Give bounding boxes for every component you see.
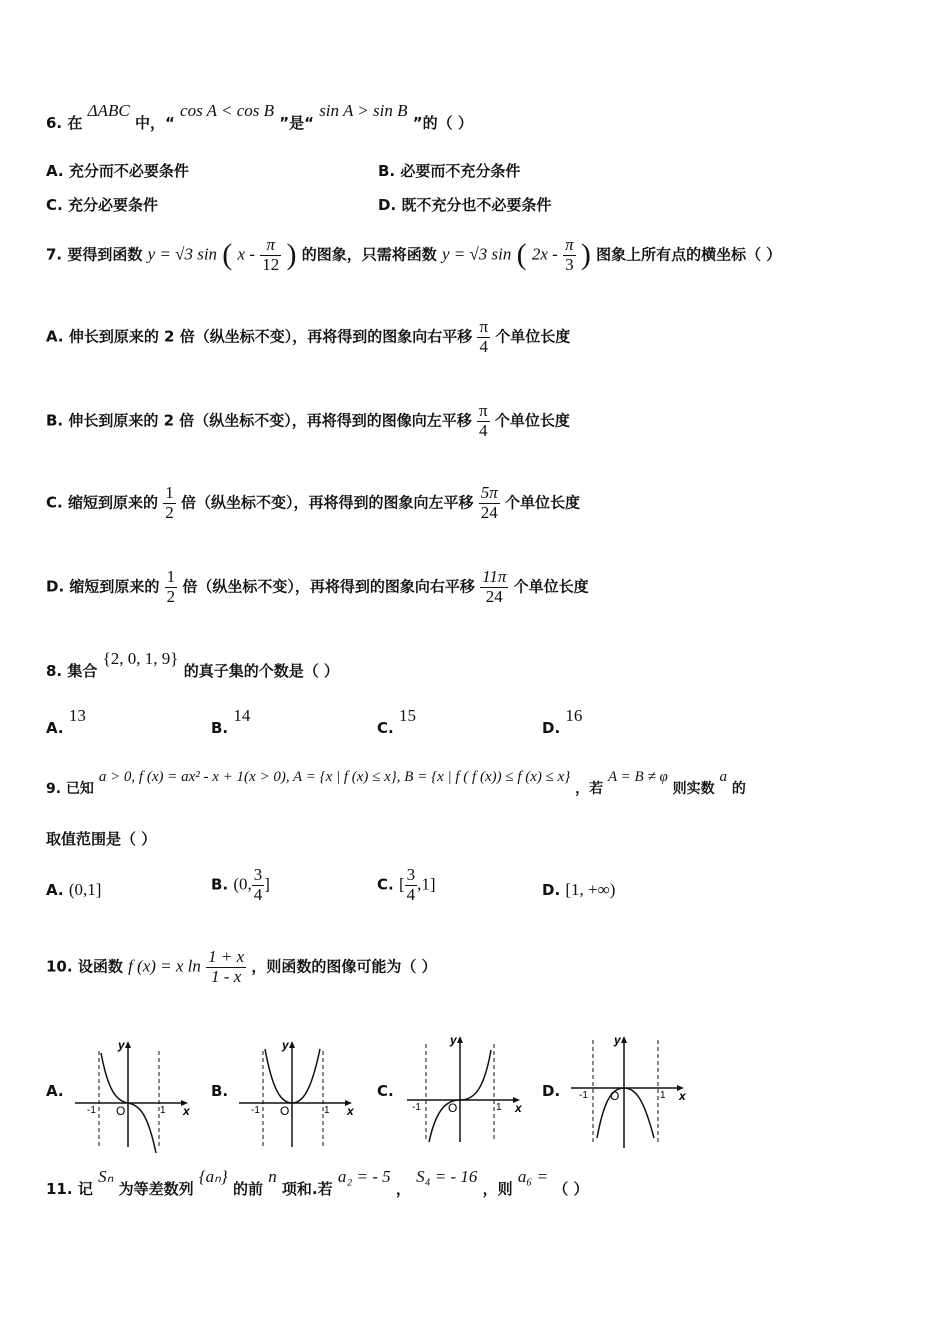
tick-pos1: 1 xyxy=(496,1102,502,1113)
q11-text: 为等差数列 xyxy=(118,1180,194,1198)
frac-num: 11π xyxy=(482,567,507,586)
q9-variable: a xyxy=(719,769,727,785)
q7-text: 的图象，只需将函数 xyxy=(301,245,437,264)
frac-den: 4 xyxy=(479,420,488,440)
frac-den: 4 xyxy=(406,884,416,904)
q6-text: ”是“ xyxy=(279,114,314,132)
frac-num: 1 + x xyxy=(208,947,245,966)
frac-den: 4 xyxy=(479,336,488,356)
q6-option-a[interactable] xyxy=(46,160,189,181)
q10-graph-c[interactable] xyxy=(402,1030,532,1148)
frac-den: 2 xyxy=(165,502,174,522)
option-text: 充分必要条件 xyxy=(67,196,158,214)
q6-condition-1: cos A < cos B xyxy=(180,101,274,120)
axis-y-label: y xyxy=(614,1033,621,1047)
q7-stem xyxy=(46,236,781,274)
paren: ) xyxy=(286,238,297,272)
axis-y-label: y xyxy=(118,1038,125,1052)
q11-sn: Sₙ xyxy=(98,1167,114,1186)
q7-option-a[interactable] xyxy=(46,318,570,356)
option-text: 个单位长度 xyxy=(495,327,571,346)
option-text: 16 xyxy=(565,706,583,725)
q10-option-a-label[interactable]: A. xyxy=(46,1082,64,1100)
q8-option-c[interactable] xyxy=(377,706,416,738)
q9-text: 则实数 xyxy=(672,781,715,797)
option-text: 15 xyxy=(398,706,416,725)
q6-condition-2: sin A > sin B xyxy=(319,101,408,120)
option-label: C. xyxy=(377,875,394,894)
q11-text: 记 xyxy=(77,1180,93,1198)
q6-option-c[interactable] xyxy=(46,194,158,215)
q10-option-d-label[interactable]: D. xyxy=(542,1082,561,1100)
q7-option-b[interactable] xyxy=(46,402,570,440)
frac-den: 1 - x xyxy=(211,966,242,986)
option-label: D. xyxy=(542,719,561,737)
tick-neg1: -1 xyxy=(579,1090,588,1101)
option-text: 缩短到原来的 xyxy=(67,493,158,512)
q10-option-b-label[interactable]: B. xyxy=(211,1082,229,1100)
frac-num: 3 xyxy=(406,865,416,884)
option-label: D. xyxy=(46,577,65,596)
option-text: ] xyxy=(264,874,270,894)
q9-text: 的 xyxy=(731,781,746,797)
q9-condition: A = B ≠ φ xyxy=(608,769,668,785)
option-frac xyxy=(405,866,418,904)
paren: ( xyxy=(516,238,527,272)
q11-text: （ ） xyxy=(553,1180,589,1198)
q7-func-1-arg: x - xyxy=(237,244,255,264)
paren: ) xyxy=(580,238,591,272)
axis-y-label: y xyxy=(282,1038,289,1052)
q8-option-d[interactable] xyxy=(542,706,583,738)
q10-graph-a[interactable] xyxy=(70,1035,200,1153)
option-text: 个单位长度 xyxy=(504,493,580,512)
q7-func-1: y = √3 sin xyxy=(147,244,218,264)
q10-frac xyxy=(206,948,246,986)
q7-func-1-frac xyxy=(260,236,281,274)
axis-x-label: x xyxy=(183,1104,190,1118)
option-frac xyxy=(477,318,490,356)
q7-func-2-frac xyxy=(563,236,576,274)
q8-text: 集合 xyxy=(67,662,98,680)
q9-option-a[interactable] xyxy=(46,880,101,900)
q11-n: n xyxy=(268,1167,277,1186)
q9-stem-line2: 取值范围是（ ） xyxy=(46,830,157,848)
option-label: D. xyxy=(378,196,397,214)
q10-option-c-label[interactable]: C. xyxy=(377,1082,394,1100)
q10-graph-d[interactable] xyxy=(566,1030,696,1150)
origin-label: O xyxy=(448,1101,458,1115)
q8-option-a[interactable] xyxy=(46,706,86,738)
origin-label: O xyxy=(280,1104,290,1118)
paren: ( xyxy=(222,238,233,272)
frac-den: 24 xyxy=(485,586,503,606)
q10-function: f (x) = x ln xyxy=(128,956,201,976)
q11-s4: S₄ = - 16 xyxy=(416,1167,478,1186)
q7-option-c[interactable] xyxy=(46,484,580,522)
q10-graph-b[interactable] xyxy=(234,1035,364,1153)
q7-number: 7. xyxy=(46,245,63,264)
q9-option-c[interactable] xyxy=(377,866,436,904)
q6-stem xyxy=(46,101,473,133)
option-label: B. xyxy=(211,719,229,737)
q6-text: ”的（ ） xyxy=(412,114,473,132)
frac-den: 12 xyxy=(262,254,280,274)
option-label: D. xyxy=(542,881,561,899)
frac-num: π xyxy=(479,401,488,420)
q11-text: 的前 xyxy=(232,1180,263,1198)
option-text: 充分而不必要条件 xyxy=(68,162,189,180)
option-text: 伸长到原来的 2 倍（纵坐标不变），再将得到的图象向右平移 xyxy=(68,327,473,346)
option-text: ,1] xyxy=(417,874,436,894)
option-text: [ xyxy=(398,874,405,894)
option-text: (0,1] xyxy=(68,880,102,899)
q11-text: ，则 xyxy=(482,1180,513,1198)
q9-expression: a > 0, f (x) = ax² - x + 1(x > 0), A = {x | f (x) ≤ x}, B = {x | f ( f (x)) ≤ f (x) ≤ x} xyxy=(98,769,571,785)
option-label: A. xyxy=(46,162,64,180)
q7-func-2-arg: 2x - xyxy=(531,244,558,264)
q6-option-d[interactable] xyxy=(378,194,551,215)
option-text: 14 xyxy=(233,706,251,725)
q7-text: 图象上所有点的横坐标（ ） xyxy=(596,245,782,264)
tick-pos1: 1 xyxy=(324,1105,330,1116)
tick-neg1: -1 xyxy=(87,1105,96,1116)
axis-x-label: x xyxy=(679,1089,686,1103)
q10-stem xyxy=(46,948,437,986)
frac-num: π xyxy=(260,236,281,256)
q10-text: 设函数 xyxy=(77,957,123,976)
origin-label: O xyxy=(116,1104,126,1118)
frac-num: π xyxy=(479,317,489,336)
option-text: 既不充分也不必要条件 xyxy=(401,196,552,214)
option-frac xyxy=(252,866,265,904)
option-text: 伸长到原来的 2 倍（纵坐标不变），再将得到的图像向左平移 xyxy=(68,411,472,430)
axis-y-label: y xyxy=(450,1033,457,1047)
frac-den: 2 xyxy=(166,586,176,606)
q9-option-b[interactable] xyxy=(211,866,270,904)
q7-text: 要得到函数 xyxy=(67,245,143,264)
q6-number: 6. xyxy=(46,114,63,132)
option-text: 缩短到原来的 xyxy=(69,577,160,596)
q9-stem xyxy=(46,769,746,798)
q7-option-d[interactable] xyxy=(46,568,589,606)
q8-stem xyxy=(46,649,339,681)
q11-a2: a₂ = - 5 xyxy=(337,1167,391,1186)
q8-set: {2, 0, 1, 9} xyxy=(102,649,179,668)
q8-text: 的真子集的个数是（ ） xyxy=(183,662,339,680)
frac-den: 3 xyxy=(565,254,574,274)
q11-number: 11. xyxy=(46,1180,73,1198)
q11-text: ， xyxy=(395,1180,411,1198)
option-label: A. xyxy=(46,881,64,899)
q6-option-b[interactable] xyxy=(378,160,520,181)
option-label: C. xyxy=(46,196,63,214)
option-frac-ratio xyxy=(163,484,176,522)
q6-text: 中，“ xyxy=(134,114,175,132)
frac-num: 5π xyxy=(480,483,498,502)
q9-number: 9. xyxy=(46,781,62,797)
tick-pos1: 1 xyxy=(660,1090,666,1101)
option-text: 必要而不充分条件 xyxy=(400,162,521,180)
q11-stem xyxy=(46,1167,589,1199)
option-text: 个单位长度 xyxy=(494,411,570,430)
q7-func-2: y = √3 sin xyxy=(441,244,512,264)
frac-den: 4 xyxy=(253,884,263,904)
tick-neg1: -1 xyxy=(251,1105,260,1116)
axis-x-label: x xyxy=(347,1104,354,1118)
tick-pos1: 1 xyxy=(160,1105,166,1116)
option-label: A. xyxy=(46,719,64,737)
option-text: [1, +∞) xyxy=(565,880,616,899)
tick-neg1: -1 xyxy=(412,1102,421,1113)
frac-num: 1 xyxy=(166,567,176,586)
q9-option-d[interactable] xyxy=(542,880,615,900)
option-label: B. xyxy=(378,162,396,180)
q9-text: 已知 xyxy=(65,781,94,797)
q10-text: ，则函数的图像可能为（ ） xyxy=(251,957,437,976)
option-text: 13 xyxy=(68,706,86,725)
option-frac xyxy=(477,402,490,440)
option-text: 个单位长度 xyxy=(513,577,589,596)
option-frac xyxy=(479,484,500,522)
q8-option-b[interactable] xyxy=(211,706,251,738)
q11-a6: a₆ = xyxy=(517,1167,549,1186)
option-label: B. xyxy=(46,411,64,430)
q9-text: ，若 xyxy=(575,781,604,797)
frac-num: 3 xyxy=(253,865,263,884)
q6-triangle: ΔABC xyxy=(87,101,130,120)
option-frac xyxy=(480,568,508,606)
option-label: B. xyxy=(211,875,229,894)
q11-text: 项和.若 xyxy=(281,1180,333,1198)
frac-num: π xyxy=(565,235,574,254)
option-text: 倍（纵坐标不变），再将得到的图象向左平移 xyxy=(180,493,474,512)
axis-x-label: x xyxy=(515,1101,522,1115)
frac-num: 1 xyxy=(165,483,174,502)
option-frac-ratio xyxy=(165,568,178,606)
option-text: 倍（纵坐标不变），再将得到的图象向右平移 xyxy=(182,577,475,596)
origin-label: O xyxy=(610,1089,620,1103)
option-text: (0, xyxy=(233,874,252,894)
q8-number: 8. xyxy=(46,662,63,680)
option-label: C. xyxy=(377,719,394,737)
option-label: A. xyxy=(46,327,64,346)
q11-an: {aₙ} xyxy=(198,1167,228,1186)
option-label: C. xyxy=(46,493,63,512)
q6-text: 在 xyxy=(67,114,83,132)
q10-number: 10. xyxy=(46,957,73,976)
frac-den: 24 xyxy=(480,502,498,522)
